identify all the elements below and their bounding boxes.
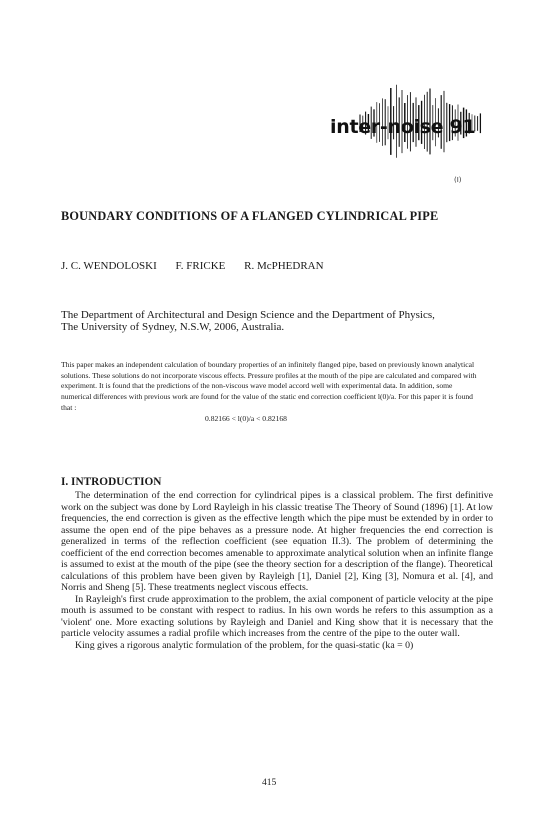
affiliation — [61, 309, 435, 333]
affiliation-line-1: The Department of Architectural and Design Science and the Department of Physics, — [61, 309, 435, 321]
paragraph-3: King gives a rigorous analytic formulation of the problem, for the quasi-static (ka = 0) — [75, 639, 414, 651]
introduction-body — [61, 490, 493, 651]
page-number: 415 — [262, 778, 277, 788]
section-heading: I. INTRODUCTION — [61, 476, 162, 488]
author-list — [61, 260, 340, 272]
author-2: F. FRICKE — [175, 260, 226, 272]
paragraph-2: In Rayleigh's first crude approximation to the problem, the axial component of particle velocity at the pipe mouth is assumed to be constant with respect to radius. In his own words he refers to this assumption as a 'violent' one. More exacting solutions by Rayleigh and Daniel and King show that it is necessary that the particle velocity assumes a radial profile which increases from the centre of the pipe to the outer wall. — [61, 593, 493, 639]
logo-text: inter-noise 91 — [330, 116, 476, 138]
end-correction-inequality: 0.82166 < l(0)/a < 0.82168 — [205, 413, 287, 423]
paragraph-1: The determination of the end correction for cylindrical pipes is a classical problem. The first definitive work on the subject was done by Lord Rayleigh in his classic treatise The Theory of Sound (1896) [1]. At low frequencies, the end correction is given as the effective length which the pipe must be extended by in order to assume the open end of the pipe behaves as a pressure node. At higher frequencies the end correction is generalized in terms of the reflection coefficient (see equation II.3). The problem of determining the coefficient of the end correction becomes amenable to approximate analytical solution when an infinite flange is assumed to exist at the mouth of the pipe (see the theory section for a description of the flange). Theoretical calculations of this problem have been given by Rayleigh [1], Daniel [2], King [3], Nomura et al. [4], and Norris and Sheng [5]. These treatments neglect viscous effects. — [61, 490, 493, 593]
paper-title: BOUNDARY CONDITIONS OF A FLANGED CYLINDRICAL PIPE — [61, 209, 439, 223]
affiliation-line-2: The University of Sydney, N.S.W, 2006, Australia. — [61, 321, 285, 333]
abstract — [61, 360, 481, 424]
abstract-text: This paper makes an independent calculation of boundary properties of an infinitely flanged pipe, based on previously known analytical solutions. These solutions do not incorporate viscous effects. Pressure profiles at the mouth of the pipe are calculated and compared with experiment. It is found that the predictions of the non-viscous wave model accord well with experimental data. In addition, some numerical differences with previous work are found for the value of the static end correction coefficient l(0)/a. For this paper it is found that : — [61, 360, 477, 412]
author-1: J. C. WENDOLOSKI — [61, 260, 157, 272]
author-3: R. McPHEDRAN — [244, 260, 324, 272]
logo-code: (I) — [454, 176, 462, 184]
conference-logo — [326, 82, 486, 166]
